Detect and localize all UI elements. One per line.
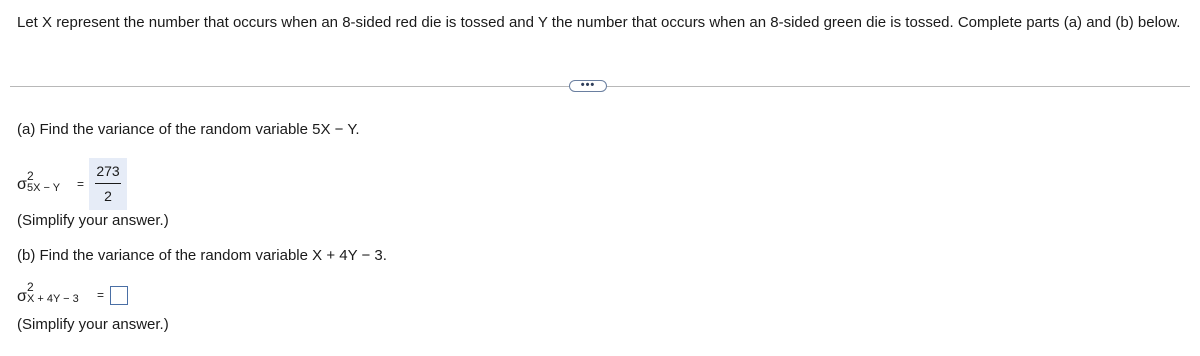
equals-sign: = (97, 288, 105, 302)
fraction-numerator: 273 (96, 163, 120, 179)
more-options-button[interactable] (569, 80, 607, 92)
part-a-answer-fraction[interactable] (89, 158, 127, 210)
variance-subscript: X + 4Y − 3 (27, 293, 79, 305)
part-b-heading: (b) Find the variance of the random variable X + 4Y − 3. (17, 247, 387, 264)
part-a-heading: (a) Find the variance of the random variable 5X − Y. (17, 121, 360, 138)
fraction-bar (95, 183, 121, 184)
problem-statement: Let X represent the number that occurs when an 8-sided red die is tossed and Y the number that occurs when an 8-sided green die is tossed. Complete parts (a) and (b) below. (17, 14, 1181, 31)
exponent: 2 (27, 280, 34, 294)
sigma-symbol: σ (17, 288, 27, 305)
variance-subscript: 5X − Y (27, 182, 61, 194)
sigma-symbol: σ (17, 176, 27, 193)
fraction-denominator: 2 (104, 188, 112, 204)
part-b-answer-input[interactable] (110, 286, 128, 305)
part-b-instruction: (Simplify your answer.) (17, 316, 169, 333)
equals-sign: = (77, 177, 85, 191)
exponent: 2 (27, 169, 34, 183)
ellipsis-icon: ••• (580, 78, 596, 91)
part-a-instruction: (Simplify your answer.) (17, 212, 169, 229)
